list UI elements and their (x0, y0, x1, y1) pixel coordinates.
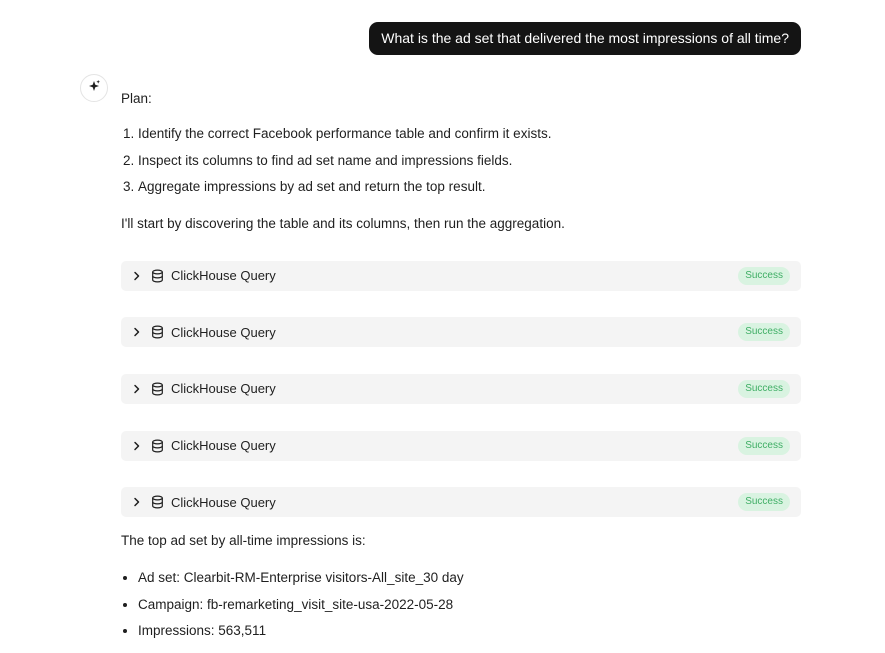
database-icon (151, 269, 165, 283)
tool-call-name: ClickHouse Query (171, 381, 276, 397)
status-badge: Success (738, 437, 790, 455)
chevron-right-icon (133, 496, 143, 508)
intro-text: I'll start by discovering the table and its columns, then run the aggregation. (121, 215, 565, 231)
tool-call-row[interactable] (121, 261, 801, 291)
plan-steps (121, 124, 801, 204)
chevron-right-icon (133, 383, 143, 395)
assistant-avatar (80, 74, 108, 102)
tool-call-name: ClickHouse Query (171, 324, 276, 340)
plan-step: 2. Inspect its columns to find ad set name and impressions fields. (138, 151, 801, 178)
sparkle-icon (87, 79, 101, 98)
result-item: • Campaign: fb-remarketing_visit_site-usa-2022-05-28 (138, 593, 464, 620)
result-item: • Ad set: Clearbit-RM-Enterprise visitors-All_site_30 day (138, 566, 464, 593)
tool-call-name: ClickHouse Query (171, 268, 276, 283)
status-badge: Success (738, 380, 790, 398)
tool-call-name: ClickHouse Query (171, 438, 276, 454)
user-message-bubble: What is the ad set that delivered the most impressions of all time? (369, 22, 801, 55)
assistant-message (121, 88, 801, 544)
chevron-right-icon (133, 270, 143, 282)
tool-call-row[interactable] (121, 431, 801, 461)
database-icon (151, 439, 165, 453)
tool-calls (121, 261, 801, 518)
chevron-right-icon (133, 326, 143, 338)
tool-call-row[interactable] (121, 317, 801, 347)
database-icon (151, 325, 165, 339)
plan-step: 1. Identify the correct Facebook performance table and confirm it exists. (138, 124, 801, 151)
tool-call-row[interactable] (121, 487, 801, 517)
result-item: • Impressions: 563,511 (138, 619, 464, 646)
status-badge: Success (738, 267, 790, 285)
database-icon (151, 495, 165, 509)
tool-call-row[interactable] (121, 374, 801, 404)
result-intro-text: The top ad set by all-time impressions is: (121, 533, 366, 548)
status-badge: Success (738, 493, 790, 511)
database-icon (151, 382, 165, 396)
tool-call-name: ClickHouse Query (171, 494, 276, 510)
chevron-right-icon (133, 440, 143, 452)
result-list (121, 566, 464, 646)
plan-label: Plan: (121, 91, 152, 106)
plan-step: 3. Aggregate impressions by ad set and return the top result. (138, 177, 801, 204)
status-badge: Success (738, 323, 790, 341)
